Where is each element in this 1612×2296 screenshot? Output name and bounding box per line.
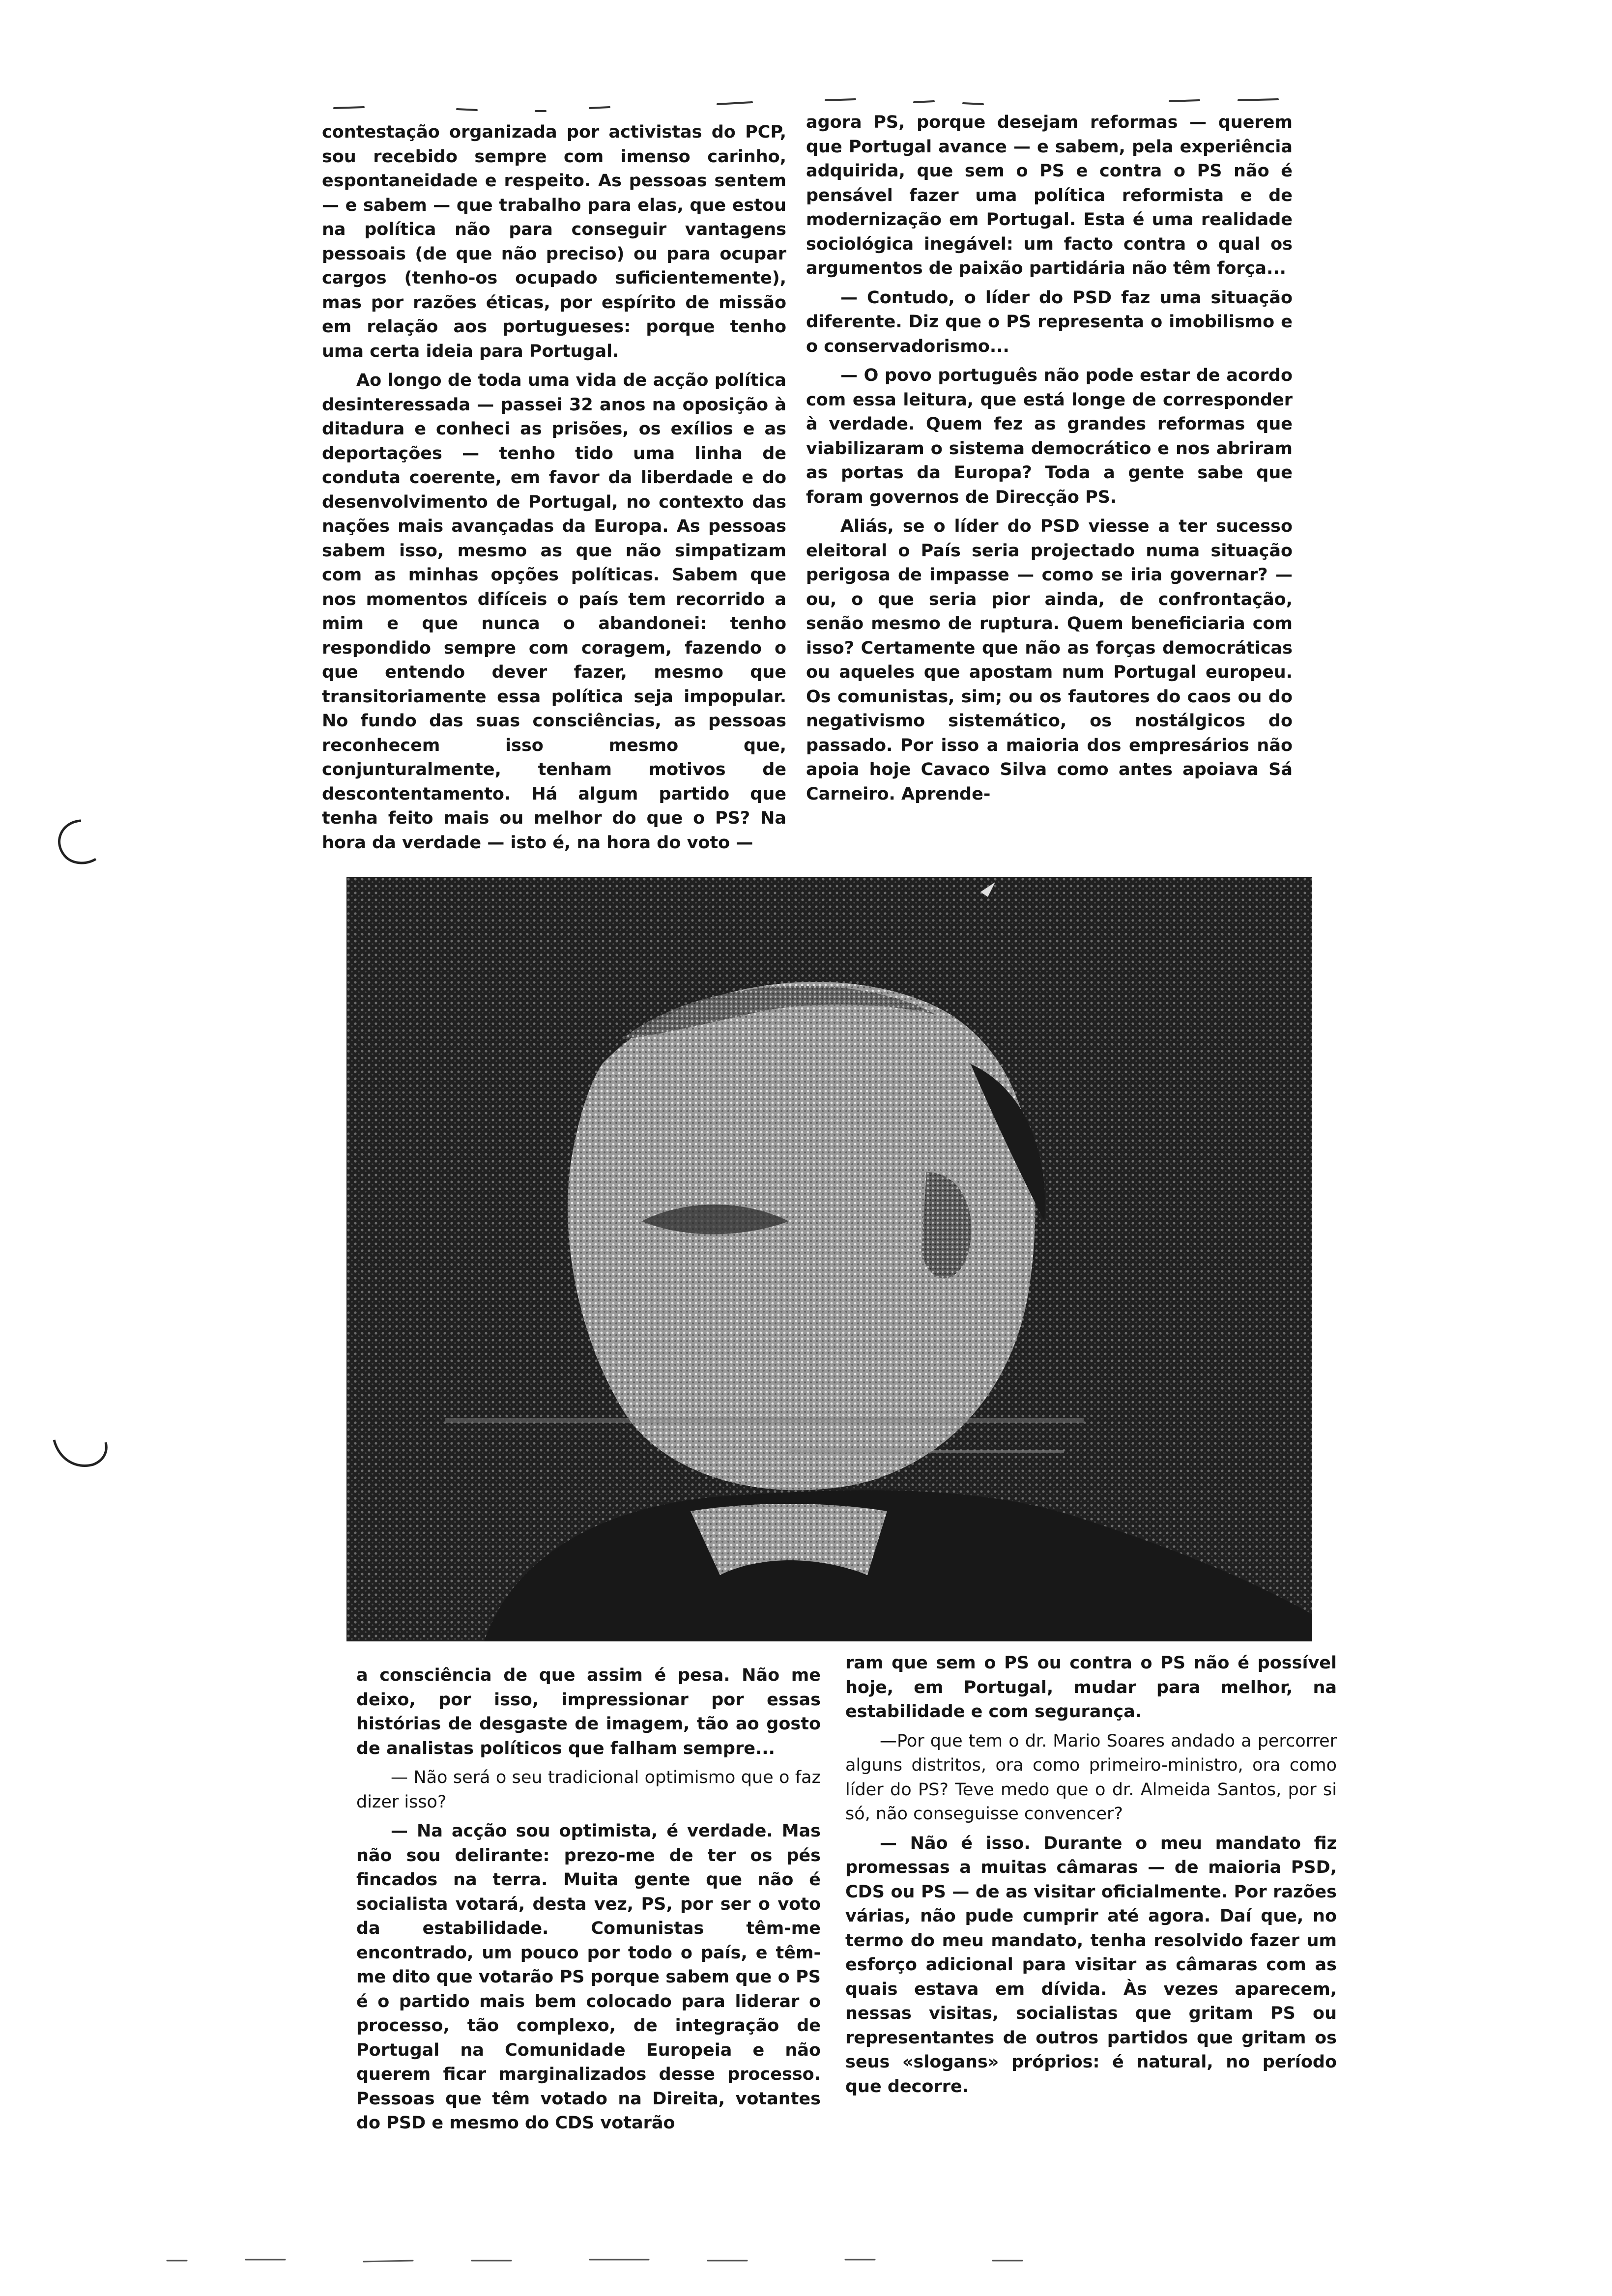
article-column-top-left — [322, 120, 786, 875]
article-photograph — [346, 877, 1312, 1641]
binder-hole-mark-icon — [47, 816, 106, 875]
interview-answer: — O povo português não pode estar de acordo com essa leitura, que está longe de corresponder à verdade. Quem fez as grandes reformas que viabilizaram o sistema democrático e nos abriram as portas da Europa? Toda a gente sabe que foram governos de Direcção PS. — [806, 366, 1293, 507]
paragraph: agora PS, porque desejam reformas — querem que Portugal avance — e sabem, pela experiência adquirida, que sem o PS e contra o PS não é pensável fazer uma política reformista e de modernização em Portugal. Esta é uma realidade sociológica inegável: um facto contra o qual os argumentos de paixão partidária não têm força... — [806, 113, 1293, 278]
interview-question: —Por que tem o dr. Mario Soares andado a percorrer alguns distritos, ora como primeiro-ministro, ora como líder do PS? Teve medo que o dr. Almeida Santos, por si só, não conseguisse convencer? — [845, 1731, 1337, 1824]
interview-answer: — Na acção sou optimista, é verdade. Mas não sou delirante: prezo-me de ter os pés fincados na terra. Muita gente que não é socialista votará, desta vez, PS, por ser o voto da estabilidade. Comunistas têm-me encontrado, um pouco por todo o país, e têm-me dito que votarão PS porque sabem que o PS é o partido mais bem colocado para liderar o processo, tão complexo, de integração de Portugal na Comunidade Europeia e não querem ficar marginalizados desse processo. Pessoas que têm votado na Direita, votantes do PSD e mesmo do CDS votarão — [356, 1821, 821, 2133]
interview-answer: — Não é isso. Durante o meu mandato fiz promessas a muitas câmaras — de maioria PSD, CDS ou PS — de as visitar oficialmente. Por razões várias, não pude cumprir até agora. Daí que, no termo do meu mandato, tenha resolvido fazer um esforço adicional para visitar as câmaras com as quais estava em dívida. Às vezes aparecem, nessas visitas, socialistas que gritam PS ou representantes de outros partidos que gritam os seus «slogans» próprios: é natural, no período que decorre. — [845, 1833, 1337, 2096]
paragraph: Aliás, se o líder do PSD viesse a ter sucesso eleitoral o País seria projectado numa situação perigosa de impasse — como se iria governar? — ou, o que seria pior ainda, de confrontação, senão mesmo de ruptura. Quem beneficiaria com isso? Certamente que não as forças democráticas ou aqueles que apostam num Portugal europeu. Os comunistas, sim; ou os fautores do caos ou do negativismo sistemático, os nostálgicos do passado. Por isso a maioria dos empresários não apoia hoje Cavaco Silva como antes apoiava Sá Carneiro. Aprende- — [806, 517, 1293, 804]
interview-question: — Contudo, o líder do PSD faz uma situação diferente. Diz que o PS representa o imobilismo e o conservadorismo... — [806, 287, 1293, 356]
paragraph: ram que sem o PS ou contra o PS não é possível hoje, em Portugal, mudar para melhor, na estabilidade e com segurança. — [845, 1653, 1337, 1722]
binder-hole-mark-icon — [47, 1430, 115, 1479]
article-column-bottom-left — [356, 1664, 821, 2167]
scan-noise-bottom — [157, 2251, 1435, 2270]
paragraph: contestação organizada por activistas do PCP, sou recebido sempre com imenso carinho, espontaneidade e respeito. As pessoas sentem — e sabem — que trabalho para elas, que estou na política não para conseguir vantagens pessoais (de que não preciso) ou para ocupar cargos (tenho-os ocupado suficientemente), mas por razões éticas, por espírito de missão em relação aos portugueses: porque tenho uma certa ideia para Portugal. — [322, 122, 786, 361]
paragraph: Ao longo de toda uma vida de acção política desinteressada — passei 32 anos na oposição à ditadura e conheci as prisões, os exílios e as deportações — tenho tido uma linha de conduta coerente, em favor da liberdade e do desenvolvimento de Portugal, no contexto das nações mais avançadas da Europa. As pessoas sabem isso, mesmo as que não simpatizam com as minhas opções políticas. Sabem que nos momentos difíceis o país tem recorrido a mim e que nunca o abandonei: tenho respondido sempre com coragem, fazendo o que entendo dever fazer, mesmo que transitoriamente essa política seja impopular. No fundo das suas consciências, as pessoas reconhecem isso mesmo que, conjunturalmente, tenham motivos de descontentamento. Há algum partido que tenha feito mais ou melhor do que o PS? Na hora da verdade — isto é, na hora do voto — — [322, 371, 786, 853]
article-column-top-right — [806, 111, 1293, 865]
article-column-bottom-right — [845, 1651, 1337, 2148]
paragraph: a consciência de que assim é pesa. Não me deixo, por isso, impressionar por essas histórias de desgaste de imagem, tão ao gosto de analistas políticos que falham sempre... — [356, 1665, 821, 1758]
interview-question: — Não será o seu tradicional optimismo que o faz dizer isso? — [356, 1768, 821, 1812]
